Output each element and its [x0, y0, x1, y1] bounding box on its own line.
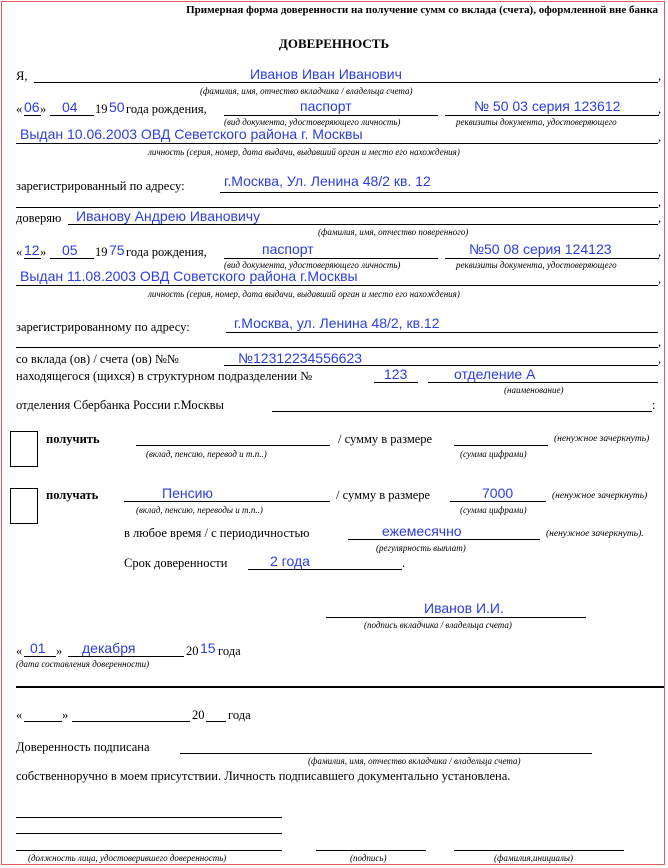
- date-century: 20: [186, 644, 199, 658]
- attorney-doc-req-caption: реквизиты документа, удостоверяющего: [456, 260, 617, 270]
- branch-name-line: [428, 382, 658, 383]
- date-year[interactable]: 15: [200, 640, 216, 656]
- option2-period[interactable]: ежемесячно: [382, 523, 462, 539]
- attorney-address-line: [226, 332, 658, 333]
- power-of-attorney-form: [1, 1, 665, 865]
- cert-date-suffix: года: [228, 708, 251, 722]
- branch-name[interactable]: отделение А: [454, 366, 536, 382]
- option2-sum-label: / сумму в размере: [336, 488, 431, 502]
- principal-address-label: зарегистрированный по адресу:: [16, 179, 185, 193]
- option2-kind-line: [124, 501, 330, 502]
- principal-doc-type-line: [224, 115, 438, 116]
- option1-sum-line: [454, 445, 548, 446]
- option-receive-regular-checkbox[interactable]: [10, 488, 38, 524]
- principal-doc-type-caption: (вид документа, удостоверяющего личность): [224, 117, 401, 127]
- branch-number[interactable]: 123: [384, 366, 408, 382]
- attorney-dob-month-line: [50, 258, 94, 259]
- principal-issued[interactable]: Выдан 10.06.2003 ОВД Севетского района г. Москвы: [20, 126, 363, 142]
- attorney-doc-type-caption: (вид документа, удостоверяющего личность): [224, 260, 401, 270]
- attorney-issued-line: [16, 285, 658, 286]
- principal-dob-year[interactable]: 50: [109, 99, 125, 115]
- option1-kind-line: [136, 445, 330, 446]
- attorney-issued-caption: личность (серия, номер, дата выдачи, выдавший орган и место его нахождения): [148, 289, 460, 299]
- attorney-name[interactable]: Иванову Андрею Ивановичу: [76, 208, 261, 224]
- option2-strike-note2: (ненужное зачеркнуть).: [546, 529, 644, 539]
- cert-date-day-line: [24, 721, 62, 722]
- option2-period-line: [348, 539, 540, 540]
- option2-sum-line: [450, 501, 546, 502]
- attorney-issued-comma: ,: [658, 272, 662, 286]
- date-month-line: [68, 656, 184, 657]
- attorney-doc-number[interactable]: №50 08 серия 124123: [469, 241, 612, 257]
- principal-signature[interactable]: Иванов И.И.: [424, 600, 504, 616]
- attorney-dob-day-line: [24, 258, 41, 259]
- attorney-doc-number-line: [445, 258, 659, 259]
- sberbank-line: [272, 411, 652, 412]
- option2-term-label: Срок доверенности: [124, 556, 228, 570]
- principal-doc-number[interactable]: № 50 03 серия 123612: [474, 98, 621, 114]
- account-number-line: [224, 365, 658, 366]
- sberbank-colon: :: [652, 398, 656, 412]
- cert-initials-line: [454, 850, 624, 851]
- attorney-dob-close-quote: »: [40, 245, 47, 259]
- attorney-address-comma: ,: [658, 335, 662, 349]
- option2-term[interactable]: 2 года: [270, 553, 310, 569]
- section-separator: [16, 686, 665, 688]
- attorney-name-caption: (фамилия, имя, отчество поверенного): [318, 227, 469, 237]
- option2-sum[interactable]: 7000: [482, 485, 514, 501]
- attorney-issued[interactable]: Выдан 11.08.2003 ОВД Советского района г.Москвы: [20, 268, 358, 284]
- option2-period-caption: (регулярность выплат): [376, 543, 466, 553]
- cert-date-close-quote: »: [62, 708, 69, 722]
- attorney-prefix: доверяю: [16, 211, 62, 225]
- branch-caption: (наименование): [504, 385, 564, 395]
- principal-address[interactable]: г.Москва, Ул. Ленина 48/2 кв. 12: [224, 173, 431, 189]
- principal-issued-line: [16, 143, 658, 144]
- date-suffix: года: [218, 644, 241, 658]
- principal-dob-open-quote: «: [16, 102, 23, 116]
- principal-name-caption: (фамилия, имя, отчество вкладчика / владельца счета): [200, 86, 413, 96]
- principal-issued-caption: личность (серия, номер, дата выдачи, выдавший орган и место его нахождения): [148, 147, 460, 157]
- account-number[interactable]: №12312234556623: [238, 350, 363, 366]
- option1-kind-caption: (вклад, пенсию, перевод и т.п..): [146, 449, 267, 459]
- attorney-dob-open-quote: «: [16, 245, 23, 259]
- date-month[interactable]: декабря: [82, 640, 136, 656]
- option2-term-end: .: [402, 556, 406, 570]
- cert-position-caption: (должность лица, удостоверившего доверенность): [28, 853, 227, 863]
- principal-doc-type[interactable]: паспорт: [300, 98, 352, 114]
- principal-signature-line: [326, 617, 586, 618]
- principal-name-comma: ,: [658, 69, 662, 83]
- document-title: ДОВЕРЕННОСТЬ: [278, 36, 390, 51]
- account-comma: ,: [658, 352, 662, 366]
- date-day[interactable]: 01: [30, 640, 46, 656]
- attorney-dob-century: 19: [95, 245, 108, 259]
- option2-kind-caption: (вклад, пенсию, переводы и т.п..): [136, 505, 263, 515]
- sberbank-label: отделения Сбербанка России г.Москвы: [16, 398, 224, 412]
- option1-sum-label: / сумму в размере: [338, 432, 433, 446]
- cert-date-open-quote: «: [16, 708, 23, 722]
- cert-date-century: 20: [192, 708, 205, 722]
- cert-initials-caption: (фамилия,инициалы): [494, 853, 573, 863]
- principal-doc-number-line: [445, 115, 659, 116]
- cert-position-line1: [16, 817, 282, 818]
- attorney-doc-comma: ,: [658, 245, 662, 259]
- principal-dob-label: года рождения,: [126, 102, 207, 116]
- principal-signature-caption: (подпись вкладчика / владельца счета): [364, 620, 512, 630]
- cert-date-month-line: [72, 721, 190, 722]
- date-close-quote: »: [56, 644, 63, 658]
- option1-label: получить: [46, 432, 100, 446]
- attorney-doc-type[interactable]: паспорт: [262, 241, 314, 257]
- cert-signed-label: Доверенность подписана: [16, 740, 150, 754]
- option2-term-line: [248, 569, 402, 570]
- option2-label: получать: [46, 488, 99, 502]
- option-receive-once-checkbox[interactable]: [10, 431, 38, 467]
- cert-statement: собственноручно в моем присутствии. Личность подписавшего документально установлена.: [16, 769, 511, 783]
- principal-dob-month[interactable]: 04: [62, 99, 78, 115]
- principal-dob-month-line: [50, 115, 94, 116]
- principal-name-line: [34, 82, 658, 83]
- principal-doc-comma: ,: [658, 102, 662, 116]
- attorney-doc-type-line: [224, 258, 438, 259]
- date-open-quote: «: [16, 644, 23, 658]
- form-caption: Примерная форма доверенности на получение сумм со вклада (счета), оформленной вне банка: [186, 4, 658, 16]
- date-caption: (дата составления доверенности): [16, 659, 150, 669]
- option2-kind[interactable]: Пенсию: [162, 485, 213, 501]
- principal-dob-century: 19: [95, 102, 108, 116]
- branch-number-line: [374, 382, 418, 383]
- attorney-dob-label: года рождения,: [126, 245, 207, 259]
- account-located-label: находящегося (щихся) в структурном подразделении №: [16, 369, 313, 383]
- account-label: со вклада (ов) / счета (ов) №№: [16, 352, 179, 366]
- principal-dob-day-line: [24, 115, 41, 116]
- principal-doc-req-caption: реквизиты документа, удостоверяющего: [456, 117, 617, 127]
- cert-date-year-line: [206, 721, 226, 722]
- attorney-dob-month[interactable]: 05: [62, 242, 78, 258]
- option2-sum-caption: (сумма цифрами): [460, 505, 527, 515]
- cert-signed-caption: (фамилия, имя, отчество вкладчика / владельца счета): [308, 756, 521, 766]
- attorney-dob-day[interactable]: 12: [24, 242, 40, 258]
- cert-signed-line: [180, 753, 592, 754]
- attorney-address[interactable]: г.Москва, ул. Ленина 48/2, кв.12: [234, 315, 440, 331]
- cert-sign-line: [316, 850, 426, 851]
- attorney-name-comma: ,: [658, 211, 662, 225]
- option2-period-label: в любое время / с периодичностью: [124, 526, 310, 540]
- date-day-line: [24, 656, 56, 657]
- cert-position-line2: [16, 833, 282, 834]
- principal-prefix: Я,: [16, 69, 28, 83]
- attorney-address-line2: [16, 347, 658, 348]
- option1-sum-caption: (сумма цифрами): [460, 449, 527, 459]
- principal-name-field[interactable]: Иванов Иван Иванович: [250, 66, 402, 82]
- attorney-dob-year[interactable]: 75: [109, 242, 125, 258]
- option2-strike-note: (ненужное зачеркнуть): [552, 491, 648, 501]
- cert-sign-caption: (подпись): [350, 853, 387, 863]
- principal-address-comma: ,: [658, 195, 662, 209]
- attorney-name-line: [68, 224, 658, 225]
- cert-position-line3: [16, 850, 282, 851]
- principal-dob-close-quote: »: [40, 102, 47, 116]
- attorney-address-label: зарегистрированному по адресу:: [16, 320, 190, 334]
- option1-strike-note: (ненужное зачеркнуть): [554, 434, 650, 444]
- principal-dob-day[interactable]: 06: [24, 99, 40, 115]
- principal-address-line: [220, 192, 658, 193]
- principal-issued-comma: ,: [658, 130, 662, 144]
